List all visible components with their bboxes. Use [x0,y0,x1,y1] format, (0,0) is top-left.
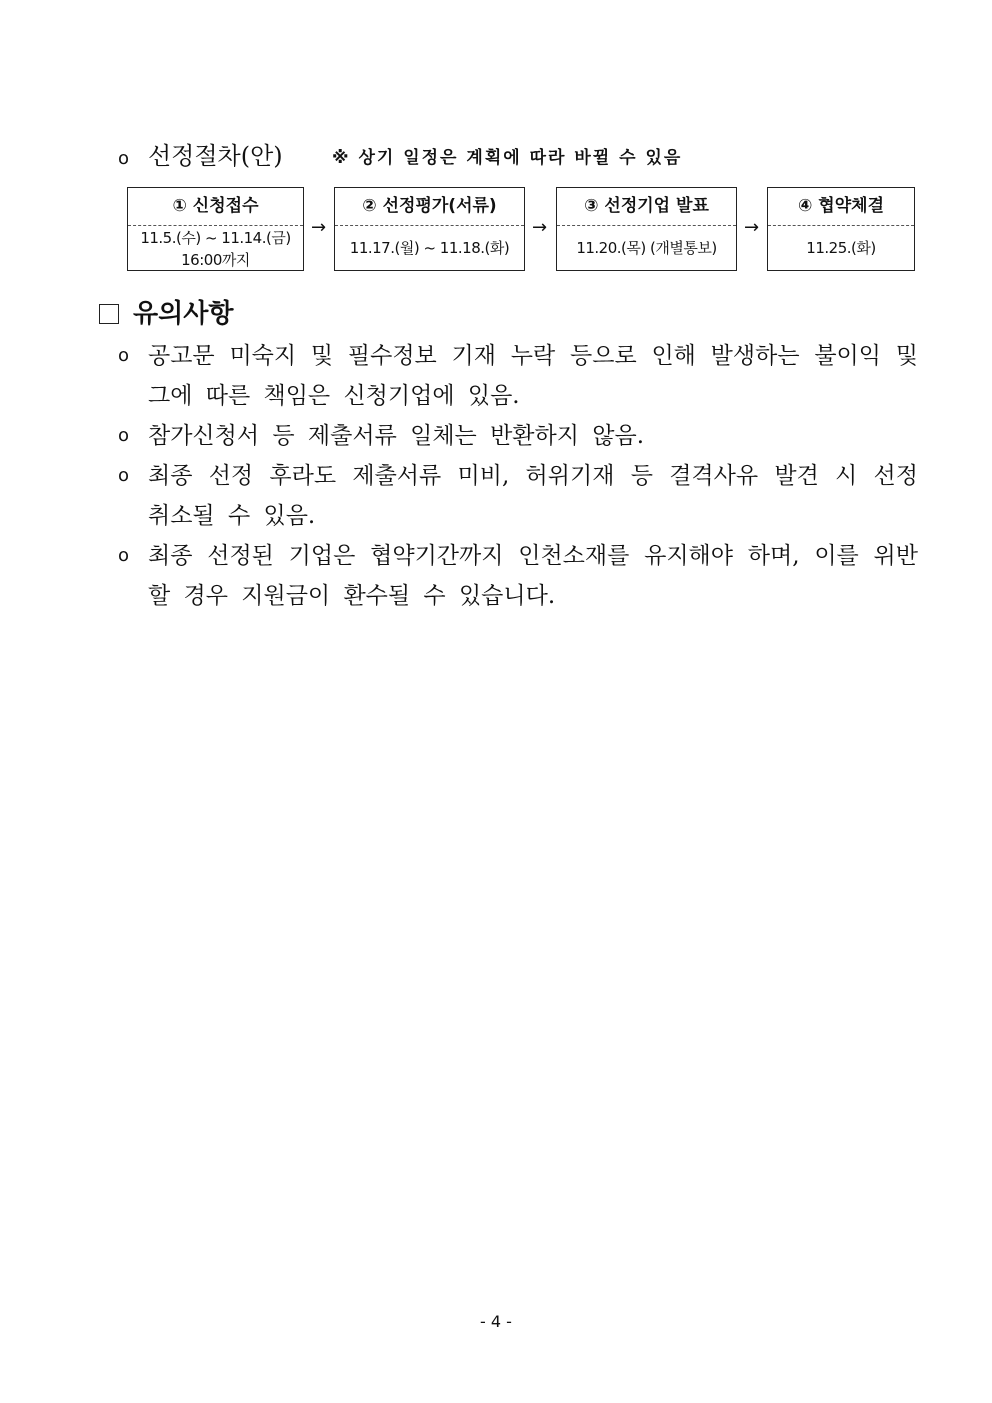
notice-list [118,336,918,616]
procedure-title: 선정절차(안) [148,142,283,170]
step-title: ③ 선정기업 발표 [557,188,736,226]
step-date-line: 16:00까지 [181,251,250,269]
arrow-icon: → [311,217,327,238]
section-heading [99,298,233,330]
list-item [118,336,918,416]
arrow-icon: → [532,217,548,238]
step-title: ④ 협약체결 [768,188,914,226]
page-number: - 4 - [480,1312,512,1331]
step-box-application [127,187,304,271]
list-item-text: 공고문 미숙지 및 필수정보 기재 누락 등으로 인해 발생하는 불이익 및 그에 따른 책임은 신청기업에 있음. [148,343,918,409]
step-date: 11.20.(목) (개별통보) [576,239,717,257]
list-item [118,416,918,456]
list-item-text: 최종 선정된 기업은 협약기간까지 인천소재를 유지해야 하며, 이를 위반할 경우 지원금이 환수될 수 있습니다. [148,543,918,609]
bullet-marker: o [118,345,130,366]
checkbox-square-icon [99,304,119,324]
step-box-agreement [767,187,915,271]
bullet-marker: o [118,545,130,566]
step-date-line: 11.5.(수) ~ 11.14.(금) [140,229,291,247]
section-title: 유의사항 [133,299,234,329]
step-title: ① 신청접수 [128,188,303,226]
bullet-marker: o [118,425,130,446]
procedure-heading [118,141,283,174]
step-date: 11.17.(월) ~ 11.18.(화) [349,239,510,257]
list-item-text: 최종 선정 후라도 제출서류 미비, 허위기재 등 결격사유 발견 시 선정 취소될 수 있음. [148,463,918,529]
list-item [118,456,918,536]
step-box-evaluation [334,187,525,271]
list-item-text: 참가신청서 등 제출서류 일체는 반환하지 않음. [148,423,645,449]
step-title: ② 선정평가(서류) [335,188,524,226]
list-item [118,536,918,616]
bullet-marker: o [118,465,130,486]
schedule-note: ※ 상기 일정은 계획에 따라 바뀔 수 있음 [332,148,683,168]
arrow-icon: → [744,217,760,238]
step-date [128,226,303,271]
step-date: 11.25.(화) [806,239,876,257]
bullet-marker: o [118,148,130,169]
step-box-announcement [556,187,737,271]
